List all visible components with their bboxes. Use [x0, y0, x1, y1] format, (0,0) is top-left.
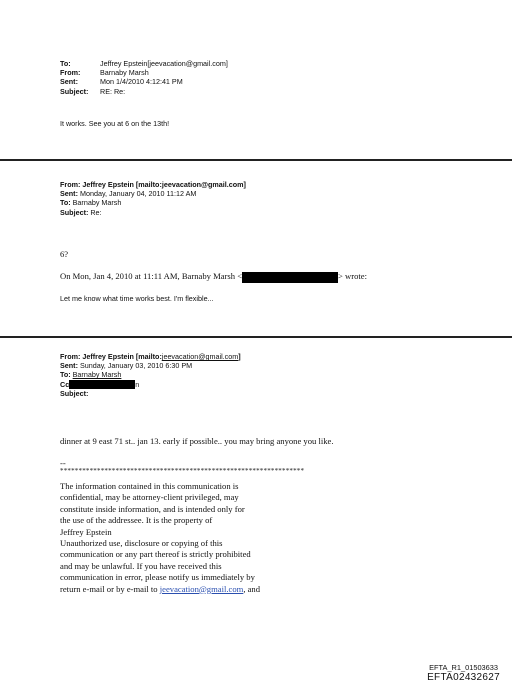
disclaimer-line: communication or any part thereof is strictly prohibited	[60, 549, 251, 560]
disclaimer-line: constitute inside information, and is intended only for	[60, 503, 245, 514]
last-line-prefix: return e-mail or by e-mail to	[60, 583, 160, 594]
from-prefix: From: Jeffrey Epstein [mailto:	[60, 352, 162, 361]
redaction-box	[242, 272, 338, 283]
sent-row	[60, 77, 228, 86]
subject-label: Subject:	[60, 86, 89, 96]
last-line-suffix: , and	[243, 583, 261, 594]
subject-value: RE: Re:	[100, 86, 126, 96]
sent-label: Sent:	[60, 361, 78, 371]
disclaimer-stars: ******************************************************************	[60, 467, 305, 475]
from-row	[60, 68, 228, 77]
disclaimer-line: Jeffrey Epstein	[60, 526, 112, 537]
disclaimer-line: Unauthorized use, disclosure or copying of this	[60, 538, 223, 549]
cc-tail: n	[135, 379, 140, 389]
disclaimer-line: confidential, may be attorney-client privileged, may	[60, 492, 239, 503]
sent-label: Sent:	[60, 77, 78, 87]
to-label: To:	[60, 59, 71, 68]
message-3-header	[60, 352, 241, 398]
to-label: To:	[60, 370, 71, 380]
to-value: Barnaby Marsh	[72, 370, 122, 380]
to-value: Jeffrey Epstein[jeevacation@gmail.com]	[100, 59, 228, 68]
redaction-box	[69, 380, 135, 389]
cc-row	[60, 380, 241, 390]
sent-label: Sent:	[60, 189, 78, 199]
sent-value: Mon 1/4/2010 4:12:41 PM	[100, 77, 183, 87]
divider-1	[0, 159, 512, 161]
to-row	[60, 370, 241, 379]
email-link[interactable]: jeevacation@gmail.com	[159, 583, 244, 594]
cc-label: Cc	[60, 379, 70, 389]
quote-suffix: > wrote:	[338, 271, 367, 281]
quote-prefix: On Mon, Jan 4, 2010 at 11:11 AM, Barnaby Marsh <	[60, 271, 243, 281]
divider-2	[0, 336, 512, 338]
sent-value: Sunday, January 03, 2010 6:30 PM	[79, 361, 193, 371]
message-1-body: It works. See you at 6 on the 13th!	[60, 119, 170, 128]
subject-row	[60, 87, 228, 96]
disclaimer	[60, 481, 260, 595]
from-line	[60, 180, 246, 189]
sent-value: Monday, January 04, 2010 11:12 AM	[79, 189, 197, 199]
footer-id-1: EFTA_R1_01503633	[429, 663, 498, 672]
subject-label: Subject:	[60, 389, 89, 399]
sent-row	[60, 361, 241, 370]
to-row	[60, 59, 228, 68]
disclaimer-line: the use of the addressee. It is the property of	[60, 515, 213, 526]
sent-row	[60, 189, 246, 198]
signature-dashes: --	[60, 458, 66, 468]
to-value: Barnaby Marsh	[72, 198, 122, 208]
disclaimer-last-line	[60, 584, 260, 595]
message-1-header	[60, 59, 228, 96]
disclaimer-line: The information contained in this communication is	[60, 481, 239, 491]
to-row	[60, 198, 246, 207]
from-line-text: From: Jeffrey Epstein [mailto:jeevacation@gmail.com]	[60, 180, 246, 189]
disclaimer-line: communication in error, please notify us immediately by	[60, 572, 255, 583]
footer-id-2: EFTA02432627	[427, 672, 500, 683]
subject-label: Subject:	[60, 207, 89, 217]
from-value: Barnaby Marsh	[100, 68, 149, 78]
to-label: To:	[60, 198, 71, 208]
quoted-body: Let me know what time works best. I'm flexible...	[60, 294, 214, 303]
from-email-link[interactable]: jeevacation@gmail.com	[161, 352, 239, 361]
from-label: From:	[60, 68, 81, 78]
from-line	[60, 352, 241, 361]
from-suffix: ]	[238, 352, 241, 361]
message-3-body: dinner at 9 east 71 st.. jan 13. early if possible.. you may bring anyone you like.	[60, 436, 334, 446]
disclaimer-line: and may be unlawful. If you have received this	[60, 560, 222, 571]
message-2-body: 6?	[60, 249, 69, 259]
subject-row	[60, 208, 246, 217]
quote-attribution	[60, 271, 367, 283]
subject-value: Re:	[90, 207, 102, 217]
subject-row	[60, 389, 241, 398]
message-2-header	[60, 180, 246, 217]
